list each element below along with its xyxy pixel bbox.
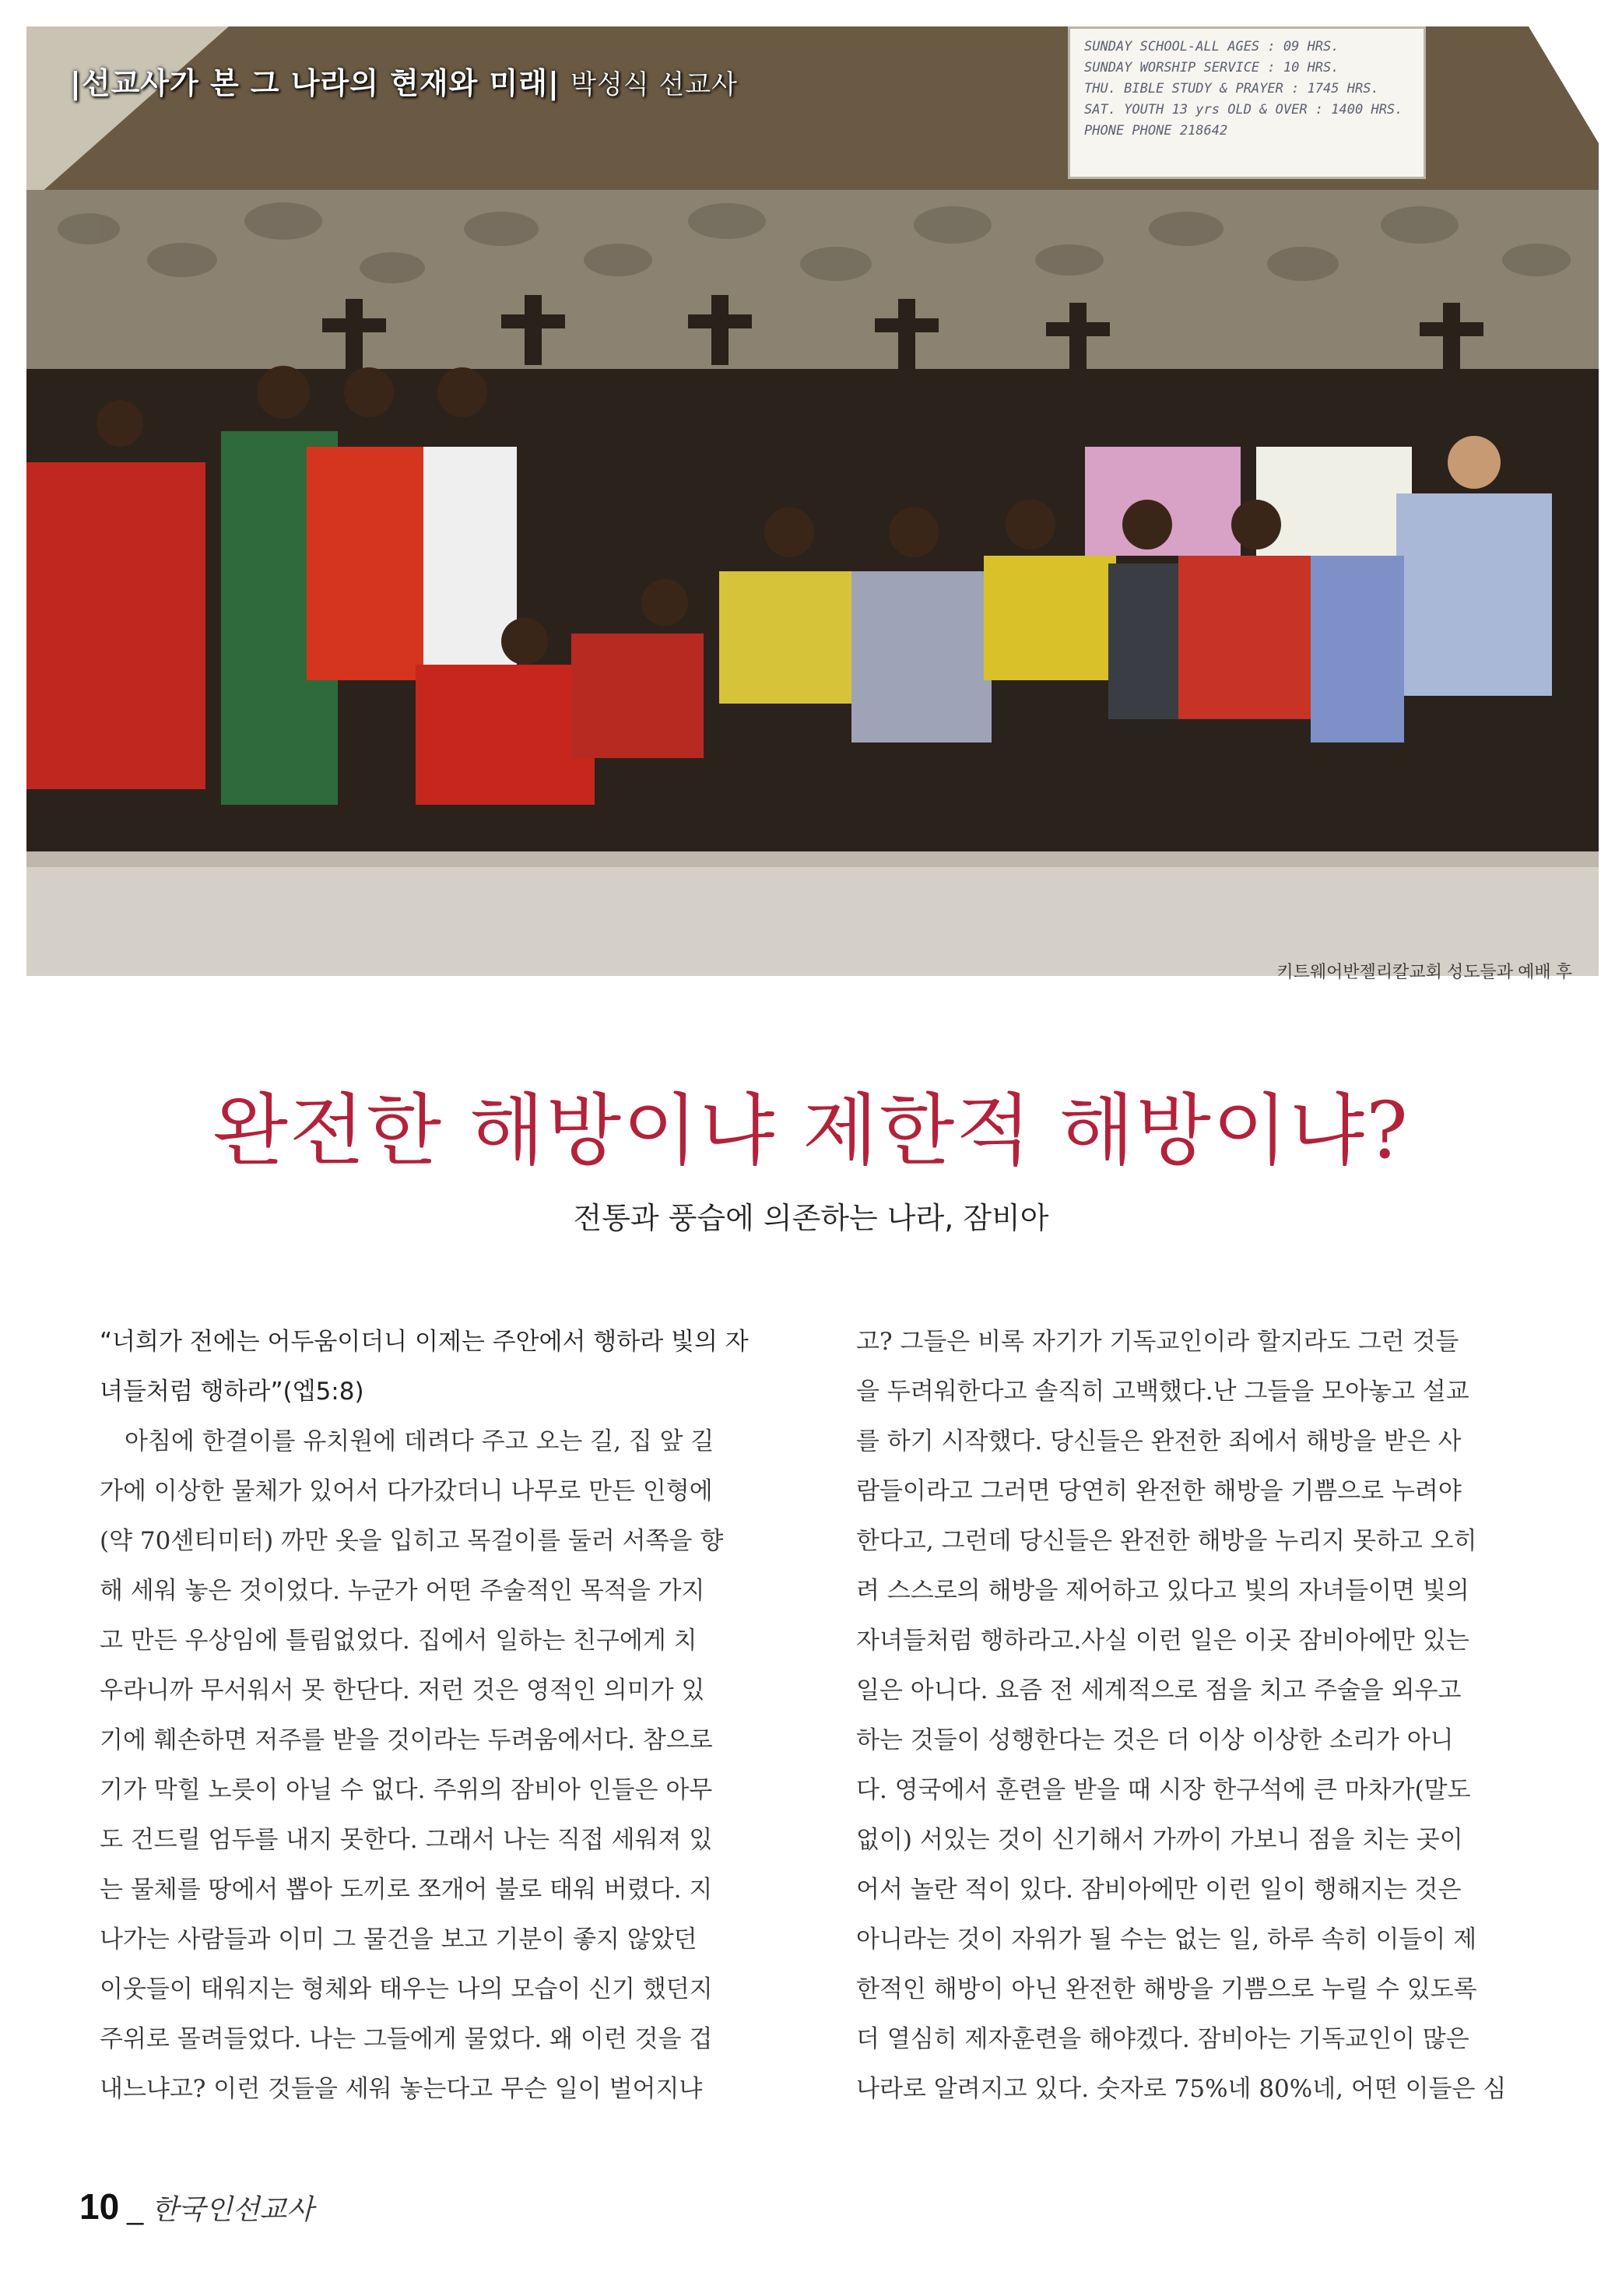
body-line: 아니라는 것이 자위가 될 수는 없는 일, 하루 속히 이들이 제 [856,1926,1477,1954]
body-line: 을 두려워한다고 솔직히 고백했다.난 그들을 모아놓고 설교 [856,1378,1469,1406]
page-footer [79,2185,314,2228]
sign-line: SUNDAY SCHOOL-ALL AGES : 09 HRS. [1084,39,1339,54]
body-line: 더 열심히 제자훈련을 해야겠다. 잠비아는 기독교인이 많은 [856,2025,1469,2053]
body-line: 는 물체를 땅에서 뽑아 도끼로 쪼개어 불로 태워 버렸다. 지 [100,1876,713,1904]
sign-line: THU. BIBLE STUDY & PRAYER : 1745 HRS. [1084,81,1379,97]
body-line: 이웃들이 태워지는 형체와 태우는 나의 모습이 신기 했던지 [100,1975,713,2003]
body-line: 해 세워 놓은 것이었다. 누군가 어떤 주술적인 목적을 가지 [100,1577,705,1605]
body-line: 자녀들처럼 행하라고.사실 이런 일은 이곳 잠비아에만 있는 [856,1627,1469,1655]
page-number: 10 [79,2186,120,2227]
body-line: 기에 훼손하면 저주를 받을 것이라는 두려움에서다. 참으로 [100,1726,713,1754]
body-line: 다. 영국에서 훈련을 받을 때 시장 한구석에 큰 마차가(말도 [856,1776,1471,1804]
scripture-quote: “너희가 전에는 어두움이더니 이제는 주안에서 행하라 빛의 자 [100,1328,749,1356]
article-subtitle: 전통과 풍습에 의존하는 나라, 잠비아 [573,1201,1049,1235]
body-line: 기가 막힐 노릇이 아닐 수 없다. 주위의 잠비아 인들은 아무 [100,1776,713,1804]
church-schedule-sign [1068,26,1426,179]
body-line: 가에 이상한 물체가 있어서 다가갔더니 나무로 만든 인형에 [100,1477,713,1505]
body-line: 한적인 해방이 아닌 완전한 해방을 기쁨으로 누릴 수 있도록 [856,1975,1477,2003]
body-line: 아침에 한결이를 유치원에 데려다 주고 오는 길, 집 앞 길 [125,1427,714,1455]
body-line: 한다고, 그런데 당신들은 완전한 해방을 누리지 못하고 오히 [856,1527,1477,1555]
body-line: 도 건드릴 엄두를 내지 못한다. 그래서 나는 직접 세워져 있 [100,1826,713,1854]
photo-caption: 키트웨어반젤리칼교회 성도들과 예배 후 [1276,962,1572,981]
sign-line: SUNDAY WORSHIP SERVICE : 10 HRS. [1084,60,1339,75]
body-line: 나가는 사람들과 이미 그 물건을 보고 기분이 좋지 않았던 [100,1926,697,1954]
body-line: 람들이라고 그러면 당연히 완전한 해방을 기쁨으로 누려야 [856,1477,1462,1505]
body-line: 주위로 몰려들었다. 나는 그들에게 물었다. 왜 이런 것을 겁 [100,2025,713,2053]
footer-separator: _ [127,2193,144,2226]
body-line: 내느냐고? 이런 것들을 세워 놓는다고 무슨 일이 벌어지냐 [100,2075,703,2103]
scripture-quote: 녀들처럼 행하라”(엡5:8) [100,1378,364,1406]
author-name: 박성식 선교사 [571,69,738,100]
body-line: 없이) 서있는 것이 신기해서 가까이 가보니 점을 치는 곳이 [856,1826,1463,1854]
body-line: 고 만든 우상임에 틀림없었다. 집에서 일하는 친구에게 치 [100,1627,697,1655]
body-line: 우라니까 무서워서 못 한단다. 저런 것은 영적인 의미가 있 [100,1676,705,1704]
body-line: 를 하기 시작했다. 당신들은 완전한 죄에서 해방을 받은 사 [856,1427,1462,1455]
body-line: 나라로 알려지고 있다. 숫자로 75%네 80%네, 어떤 이들은 심 [856,2075,1507,2103]
body-line: 어서 놀란 적이 있다. 잠비아에만 이런 일이 행해지는 것은 [856,1876,1462,1904]
article-title: 완전한 해방이냐 제한적 해방이냐? [212,1085,1410,1176]
body-line: (약 70센티미터) 까만 옷을 입히고 목걸이를 둘러 서쪽을 향 [100,1527,724,1555]
body-line: 일은 아니다. 요즘 전 세계적으로 점을 치고 주술을 외우고 [856,1676,1462,1704]
body-column-left [100,1317,785,2114]
photo-corner-cut [1529,26,1599,143]
series-tag [70,59,738,102]
body-line: 고? 그들은 비록 자기가 기독교인이라 할지라도 그런 것들 [856,1328,1459,1356]
body-line: 려 스스로의 해방을 제어하고 있다고 빛의 자녀들이면 빛의 [856,1577,1469,1605]
article-photo [26,26,1599,976]
body-column-right [856,1317,1541,2114]
sign-line: SAT. YOUTH 13 yrs OLD & OVER : 1400 HRS. [1084,102,1403,118]
magazine-name: 한국인선교사 [151,2193,314,2225]
sign-line: PHONE PHONE 218642 [1084,123,1228,139]
body-line: 하는 것들이 성행한다는 것은 더 이상 이상한 소리가 아니 [856,1726,1454,1754]
series-title: |선교사가 본 그 나라의 현재와 미래| [70,66,560,100]
